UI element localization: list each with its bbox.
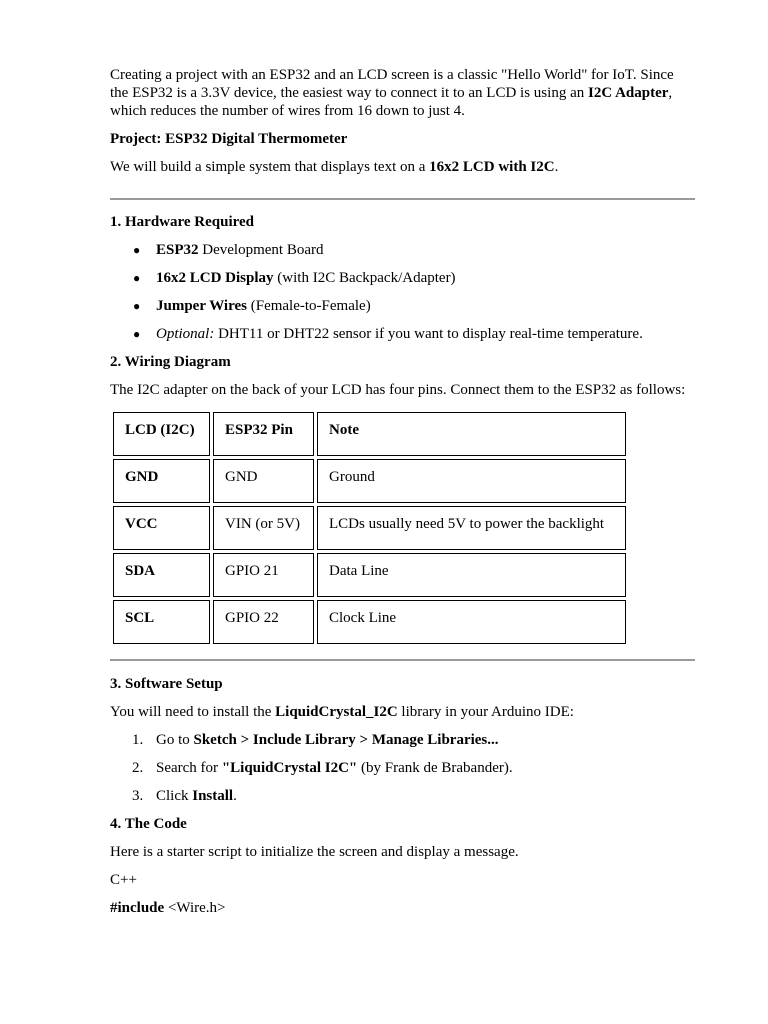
divider-1 [110,198,695,200]
divider-2 [110,659,695,661]
table-cell: Data Line [317,553,626,597]
project-desc-text-2: . [554,159,559,175]
list-item [110,731,695,749]
item-text: (Female-to-Female) [246,298,371,314]
table-cell [113,553,210,597]
library-name: LiquidCrystal_I2C [275,704,398,720]
table-cell: VIN (or 5V) [213,506,314,550]
list-item [110,297,695,315]
code-heading [110,815,695,833]
intro-text-2: , which reduces the number of wires from 16 down to just 4. [110,85,673,119]
table-cell [113,506,210,550]
table-header-cell [317,412,626,456]
cell-lcd-pin: SCL [125,610,155,626]
project-title-text: Project: ESP32 Digital Thermometer [110,131,348,147]
table-cell [113,459,210,503]
header-note: Note [329,422,359,438]
list-item [110,787,695,805]
software-heading [110,675,695,693]
software-heading-text: 3. Software Setup [110,676,223,692]
table-cell: LCDs usually need 5V to power the backlight [317,506,626,550]
code-language-label: C++ [110,872,137,888]
code-line-include [110,899,695,917]
code-description: Here is a starter script to initialize the screen and display a message. [110,844,519,860]
bullet-icon: ● [133,243,141,257]
step-bold: "LiquidCrystal I2C" [221,760,358,776]
wiring-description: The I2C adapter on the back of your LCD has four pins. Connect them to the ESP32 as follows: [110,382,686,398]
intro-paragraph [110,66,695,120]
hardware-heading-text: 1. Hardware Required [110,214,255,230]
item-bold: Jumper Wires [156,298,247,314]
item-text: Development Board [198,242,324,258]
intro-bold-i2c: I2C Adapter [587,85,669,101]
hardware-list [110,241,695,343]
install-steps [110,731,695,805]
software-description [110,703,695,721]
header-lcd-pin: LCD (I2C) [125,422,195,438]
table-cell: GPIO 21 [213,553,314,597]
step-bold: Install [192,788,234,804]
table-cell: GND [213,459,314,503]
software-desc-text-1: You will need to install the [110,704,276,720]
table-row [113,553,626,597]
bullet-icon: ● [133,271,141,285]
table-cell: GPIO 22 [213,600,314,644]
table-header-cell [213,412,314,456]
wiring-heading [110,353,695,371]
table-row [113,506,626,550]
item-text: (with I2C Backpack/Adapter) [273,270,456,286]
project-title [110,130,695,148]
item-bold: ESP32 [156,242,199,258]
list-item [110,241,695,259]
wiring-table [110,409,629,647]
step-text-post: (by Frank de Brabander). [357,760,513,776]
project-desc-text-1: We will build a simple system that displays text on a [110,159,430,175]
intro-text-1: Creating a project with an ESP32 and an LCD screen is a classic "Hello World" for IoT. Since the ESP32 is a 3.3V device, the easiest way to connect it to an LCD is using an [110,67,674,101]
list-item [110,325,695,343]
table-row [113,459,626,503]
code-text: <Wire.h> [164,900,226,916]
item-text: DHT11 or DHT22 sensor if you want to display real-time temperature. [214,326,643,342]
project-description [110,158,695,176]
item-italic: Optional: [156,326,215,342]
item-bold: 16x2 LCD Display [156,270,274,286]
step-text: Go to [156,732,194,748]
step-number: 3. [132,788,144,804]
bullet-icon: ● [133,299,141,313]
table-row [113,600,626,644]
list-item [110,759,695,777]
project-desc-bold: 16x2 LCD with I2C [429,159,555,175]
step-number: 2. [132,760,144,776]
wiring-heading-text: 2. Wiring Diagram [110,354,231,370]
step-bold: Sketch > Include Library > Manage Libraries... [193,732,499,748]
list-item [110,269,695,287]
table-cell [113,600,210,644]
table-cell: Ground [317,459,626,503]
table-header-cell [113,412,210,456]
step-number: 1. [132,732,144,748]
code-heading-text: 4. The Code [110,816,187,832]
bullet-icon: ● [133,327,141,341]
step-text: Search for [156,760,222,776]
step-text-post: . [233,788,237,804]
table-header-row [113,412,626,456]
table-cell: Clock Line [317,600,626,644]
step-text: Click [156,788,193,804]
cell-lcd-pin: SDA [125,563,156,579]
document-page [110,66,695,927]
header-esp32-pin: ESP32 Pin [225,422,293,438]
hardware-heading [110,213,695,231]
code-keyword: #include [110,900,165,916]
cell-lcd-pin: VCC [125,516,158,532]
software-desc-text-2: library in your Arduino IDE: [397,704,574,720]
cell-lcd-pin: GND [125,469,159,485]
